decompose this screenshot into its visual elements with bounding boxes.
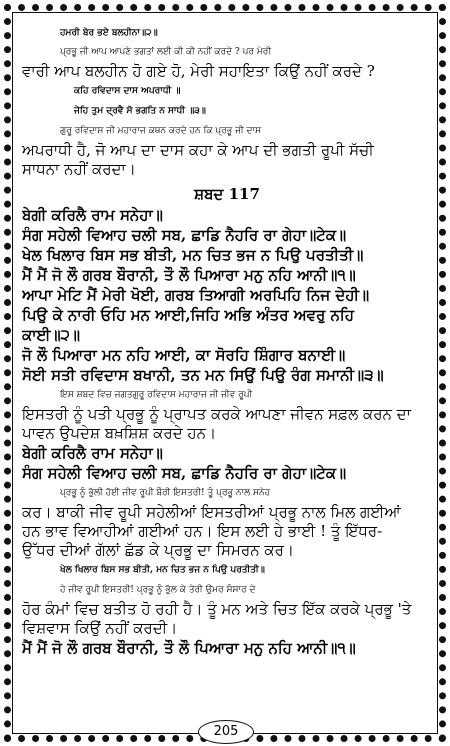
verse-line: ਸੰਗ ਸਹੇਲੀ ਵਿਆਹ ਚਲੀ ਸਬ, ਛਾਡਿ ਨੈਹਰਿ ਰਾ ਗੇਹਾ॥ਟੇਕ॥ — [22, 226, 347, 244]
commentary-line: ਹਨ ਭਾਵ ਵਿਆਹੀਆਂ ਗਈਆਂ ਹਨ। ਇਸ ਲਈ ਹੇ ਭਾਈ ! ਤੂੰ ਇੱਧਰ- — [22, 522, 383, 540]
commentary-line: ਇਸਤਰੀ ਨੂੰ ਪਤੀ ਪ੍ਰਭੂ ਨੂੰ ਪ੍ਰਾਪਤ ਕਰਕੇ ਆਪਣਾ ਜੀਵਨ ਸਫ਼ਲ ਕਰਨ ਦਾ — [22, 405, 411, 423]
commentary-line: ਕਰ। ਬਾਕੀ ਜੀਵ ਰੂਪੀ ਸਹੇਲੀਆਂ ਇਸਤਰੀਆਂ ਪ੍ਰਭੂ ਨਾਲ ਮਿਲ ਗਈਆਂ — [22, 503, 401, 521]
verse-line: ਮੈਂ ਮੈਂ ਜੋ ਲੌ ਗਰਬ ਬੌਰਾਨੀ, ਤੌ ਲੌ ਪਿਆਰਾ ਮਨੁ ਨਹਿ ਆਨੀ॥੧॥ — [22, 266, 356, 284]
verse-line: ਮੈਂ ਮੈਂ ਜੋ ਲੌ ਗਰਬ ਬੌਰਾਨੀ, ਤੌ ਲੌ ਪਿਆਰਾ ਮਨੁ ਨਹਿ ਆਨੀ॥੧॥ — [22, 639, 356, 657]
commentary-line: ਪ੍ਰਭੂ ਨੂੰ ਭੁੱਲੀ ਹੋਈ ਜੀਵ ਰੂਪੀ ਬੌਰੀ ਇਸਤਰੀ! ਤੂੰ ਪ੍ਰਭੂ ਨਾਲ ਸਨੇਹ — [60, 488, 271, 498]
verse-line: ਸੰਗ ਸਹੇਲੀ ਵਿਆਹ ਚਲੀ ਸਬ, ਛਾਡਿ ਨੈਹਰਿ ਰਾ ਗੇਹਾ॥ਟੇਕ॥ — [22, 464, 347, 482]
page-number: 205 — [198, 720, 254, 744]
verse-line: ਸੋਈ ਸਤੀ ਰਵਿਦਾਸ ਬਖਾਨੀ, ਤਨ ਮਨ ਸਿਉਂ ਪਿਉ ਰੰਗ ਸਮਾਨੀ॥੩॥ — [22, 366, 384, 384]
commentary-line: ਹੋਰ ਕੰਮਾਂ ਵਿਚ ਬਤੀਤ ਹੋ ਰਹੀ ਹੈ। ਤੂੰ ਮਨ ਅਤੇ ਚਿਤ ਇੱਕ ਕਰਕੇ ਪ੍ਰਭੂ 'ਤੇ — [22, 600, 412, 618]
verse-line: ਕਾਈ॥੨॥ — [22, 326, 80, 344]
verse-line: ਬੇਗੀ ਕਰਿਲੈ ਰਾਮ ਸਨੇਹਾ॥ — [22, 206, 163, 224]
commentary-line: ਹੇ ਜੀਵ ਰੂਪੀ ਇਸਤਰੀ! ਪ੍ਰਭੂ ਨੂੰ ਭੁੱਲ ਕੇ ਤੇਰੀ ਉਮਰ ਸੰਸਾਰ ਦੇ — [60, 585, 256, 595]
verse-line: ਪਿਉ ਕੇ ਨਾਰੀ ਓਹਿ ਮਨ ਆਈ,ਜਿਹਿ ਅਭਿ ਅੰਤਰ ਅਵਰੁ ਨਹਿ — [22, 306, 354, 324]
commentary-line: ਪ੍ਰਭੂ ਜੀ ਆਪ ਆਪਣੇ ਭਗਤਾਂ ਲਈ ਕੀ ਕੀ ਨਹੀਂ ਕਰਦੇ ? ਪਰ ਮੇਰੀ — [60, 47, 272, 57]
commentary-line: ਇਸ ਸ਼ਬਦ ਵਿਚ ਜਗਤਗੁਰੂ ਰਵਿਦਾਸ ਮਹਾਰਾਜ ਜੀ ਜੀਵ ਰੂਪੀ — [60, 390, 253, 400]
verse-line: ਆਪਾ ਮੇਟਿ ਮੈਂ ਮੇਰੀ ਖੋਈ, ਗਰਬ ਤਿਆਗੀ ਅਰਪਿਹਿ ਨਿਜ ਦੇਹੀ॥ — [22, 286, 370, 304]
verse-line: ਖੇਲ ਖਿਲਾਰ ਬਿਸ ਸਭ ਬੀਤੀ, ਮਨ ਚਿਤ ਭਜ ਨ ਪਿਉ ਪਰਤੀਤੀ॥ — [60, 565, 265, 575]
commentary-line: ਗੁਰੂ ਰਵਿਦਾਸ ਜੀ ਮਹਾਰਾਜ ਕਥਨ ਕਰਦੇ ਹਨ ਕਿ ਪ੍ਰਭੂ ਜੀ ਦਾਸ — [60, 126, 262, 136]
commentary-line: ਵਿਸ਼ਵਾਸ ਕਿਉਂ ਨਹੀਂ ਕਰਦੀ। — [22, 619, 178, 637]
shabad-heading: ਸ਼ਬਦ 117 — [194, 185, 260, 203]
verse-line: ਕਹਿ ਰਵਿਦਾਸ ਦਾਸ ਅਪਰਾਧੀ ॥ — [74, 86, 181, 96]
commentary-line: ਉੱਧਰ ਦੀਆਂ ਗੱਲਾਂ ਛੱਡ ਕੇ ਪ੍ਰਭੂ ਦਾ ਸਿਮਰਨ ਕਰ। — [22, 541, 294, 559]
verse-line: ਜੇਹਿ ਤੁਮ ਦ੍ਰਵੈ ਸੋ ਭਗਤਿ ਨ ਸਾਧੀ ॥੩॥ — [74, 106, 206, 116]
verse-line: ਜੋ ਲੌ ਪਿਆਰਾ ਮਨ ਨਹਿ ਆਈ, ਕਾ ਸੋਰਹਿ ਸ਼ਿੰਗਾਰ ਬਨਾਈ॥ — [22, 346, 346, 364]
commentary-line: ਅਪਰਾਧੀ ਹੈ, ਜੋ ਆਪ ਦਾ ਦਾਸ ਕਹਾ ਕੇ ਆਪ ਦੀ ਭਗਤੀ ਰੂਪੀ ਸੱਚੀ — [22, 141, 374, 159]
page-text — [22, 24, 432, 714]
verse-line: ਹਮਰੀ ਬੇਰ ਭਏ ਬਲਹੀਨਾ॥੨॥ — [60, 28, 158, 38]
verse-line: ਖੇਲ ਖਿਲਾਰ ਬਿਸ ਸਭ ਬੀਤੀ, ਮਨ ਚਿਤ ਭਜ ਨ ਪਿਉ ਪਰਤੀਤੀ॥ — [22, 246, 364, 264]
commentary-line: ਪਾਵਨ ਉਪਦੇਸ਼ ਬਖ਼ਸ਼ਿਸ਼ ਕਰਦੇ ਹਨ। — [22, 424, 217, 442]
commentary-line: ਸਾਧਨਾ ਨਹੀਂ ਕਰਦਾ। — [22, 160, 136, 178]
verse-line: ਬੇਗੀ ਕਰਿਲੈ ਰਾਮ ਸਨੇਹਾ॥ — [22, 444, 163, 462]
commentary-line: ਵਾਰੀ ਆਪ ਬਲਹੀਨ ਹੋ ਗਏ ਹੋ, ਮੇਰੀ ਸਹਾਇਤਾ ਕਿਉਂ ਨਹੀਂ ਕਰਦੇ ? — [22, 62, 375, 80]
